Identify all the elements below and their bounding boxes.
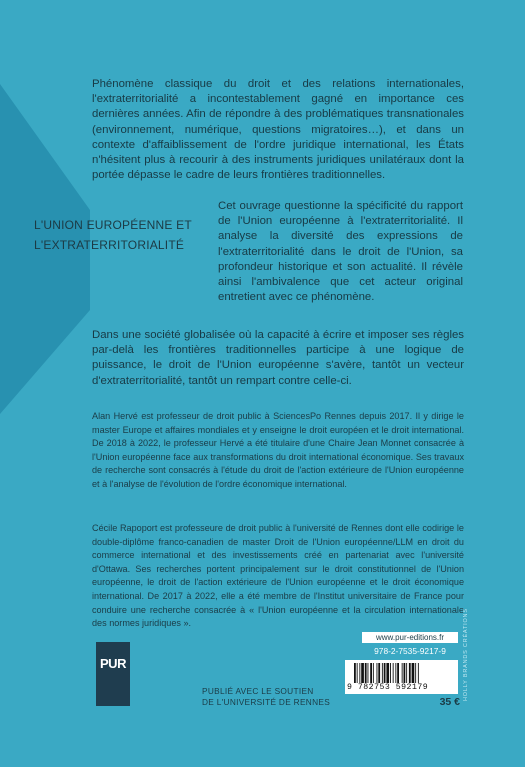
isbn-number: 978-2-7535-9217-9: [374, 646, 446, 656]
publisher-website[interactable]: www.pur-editions.fr: [362, 632, 458, 643]
price: 35 €: [439, 696, 460, 708]
book-title-line1: L'UNION EUROPÉENNE ET: [34, 218, 192, 232]
author-bio-herve: Alan Hervé est professeur de droit public à SciencesPo Rennes depuis 2017. Il y dirige le master Europe et affaires mondiales et y enseigne le droit européen et le droit international. De 2018 à 2022, le professeur Hervé a été titulaire d'une Chaire Jean Monnet consacrée à l'Union européenne face aux transformations du droit international économique. Ses travaux de recherche sont consacrés à l'étude du droit de l'action extérieure de l'Union européenne et à l'analyse de l'évolution de l'ordre économique international.: [92, 411, 464, 489]
book-title-line2: L'EXTRATERRITORIALITÉ: [34, 238, 185, 252]
support-line1: PUBLIÉ AVEC LE SOUTIEN: [202, 686, 314, 696]
barcode: [345, 660, 458, 694]
barcode-digits: 9 782753 592179: [347, 683, 429, 692]
pur-logo-text: PUR: [100, 656, 126, 671]
blurb-paragraph-3: Dans une société globalisée où la capacité à écrire et imposer ses règles par-delà les frontières traditionnelles participe à une logique de puissance, le droit de l'Union européenne s'avère, tantôt un vecteur d'extraterritorialité, tantôt un rempart contre celle-ci.: [92, 329, 464, 387]
blurb-paragraph-1: Phénomène classique du droit et des relations internationales, l'extraterritorialité a incontestablement gagné en importance ces dernières années. Afin de répondre à des problématiques transnationales (environnement, numérique, questions migratoires…), et dans un contexte d'affaiblissement de l'ordre juridique international, les États n'hésitent plus à recourir à des instruments juridiques unilatéraux dont la portée dépasse le cadre de leurs frontières traditionnelles.: [92, 78, 464, 182]
designer-credit: HOLLY BRANDS CRÉATIONS: [463, 608, 469, 701]
blurb-paragraph-2: Cet ouvrage questionne la spécificité du rapport de l'Union européenne à l'extraterritorialité. Il analyse la diversité des expressions de l'extraterritorialité dans le droit de l'Union, sa profondeur historique et son actualité. Il révèle ainsi l'ambivalence que cet acteur original entretient avec ce phénomène.: [218, 200, 463, 304]
pur-logo: [96, 642, 130, 706]
support-notice: [202, 686, 342, 709]
book-title: [34, 215, 214, 255]
support-line2: DE L'UNIVERSITÉ DE RENNES: [202, 697, 331, 708]
author-bio-rapoport: Cécile Rapoport est professeure de droit public à l'université de Rennes dont elle codirige le double-diplôme franco-canadien de master Droit de l'Union européenne/LLM en droit du commerce international et des investissements créé en partenariat avec l'université d'Ottawa. Ses recherches portent principalement sur le droit constitutionnel de l'Union européenne, le droit de l'action extérieure de l'Union européenne et le droit économique international. De 2017 à 2022, elle a été membre de l'Institut universitaire de France pour conduire une recherche consacrée à « l'Union européenne et la circulation internationale des normes juridiques ».: [92, 523, 464, 629]
